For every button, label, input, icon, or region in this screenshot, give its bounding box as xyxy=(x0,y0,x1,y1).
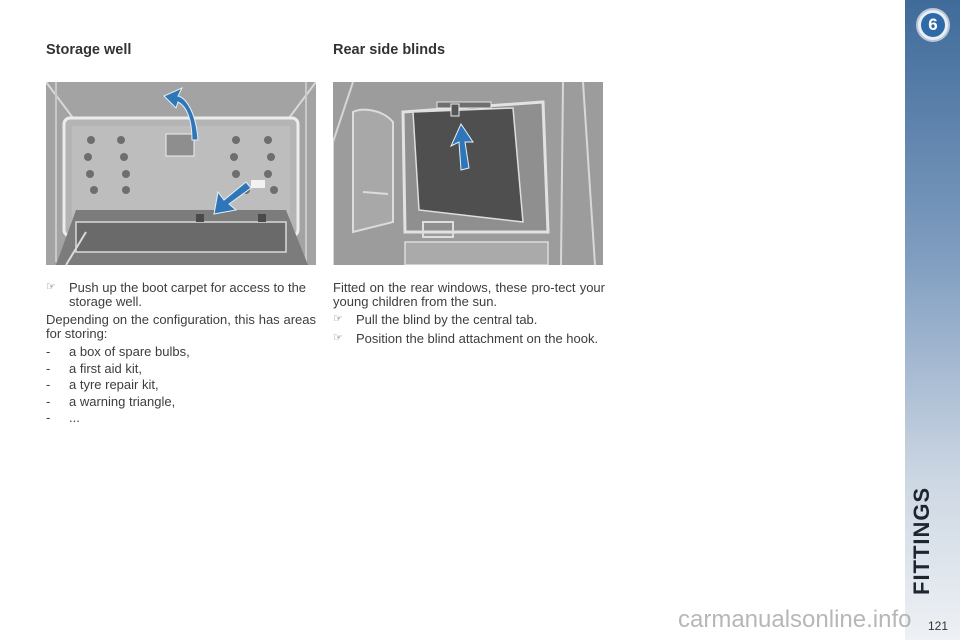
blinds-bullet xyxy=(333,332,605,346)
pointing-hand-icon: ☞ xyxy=(333,331,343,344)
section-title-rear-side-blinds: Rear side blinds xyxy=(333,42,446,58)
section-title-storage-well: Storage well xyxy=(46,42,132,58)
list-item: - ... xyxy=(46,410,80,425)
storage-well-text xyxy=(46,281,316,428)
blinds-bullet-text: Position the blind attachment on the hook. xyxy=(356,330,599,346)
list-item: - a box of spare bulbs, xyxy=(46,344,190,359)
storage-bullet xyxy=(46,281,316,308)
list-item: - a first aid kit, xyxy=(46,360,142,376)
storage-well-drawing xyxy=(46,82,316,265)
list-item: - a warning triangle, xyxy=(46,393,176,409)
blinds-bullet-text: Pull the blind by the central tab. xyxy=(356,312,538,327)
illustration-rear-blinds xyxy=(333,82,603,265)
chapter-number: 6 xyxy=(921,13,945,37)
chapter-sidebar xyxy=(905,0,960,640)
rear-blinds-drawing xyxy=(333,82,603,265)
blinds-bullet xyxy=(333,313,605,327)
chapter-label: FITTINGS xyxy=(909,486,934,595)
storage-bullet-text: Push up the boot carpet for access to the storage well. xyxy=(69,280,307,309)
page-number: 121 xyxy=(927,619,948,633)
pointing-hand-icon: ☞ xyxy=(46,281,56,293)
rear-blinds-text xyxy=(333,281,605,350)
pointing-hand-icon: ☞ xyxy=(333,313,343,325)
illustration-storage-well xyxy=(46,82,316,265)
watermark: carmanualsonline.info xyxy=(678,606,912,633)
list-item: - a tyre repair kit, xyxy=(46,377,159,392)
storage-paragraph: Depending on the configuration, this has areas for storing: xyxy=(46,312,316,341)
blinds-paragraph: Fitted on the rear windows, these pro-tect your young children from the sun. xyxy=(333,280,605,309)
chapter-badge xyxy=(916,8,950,42)
